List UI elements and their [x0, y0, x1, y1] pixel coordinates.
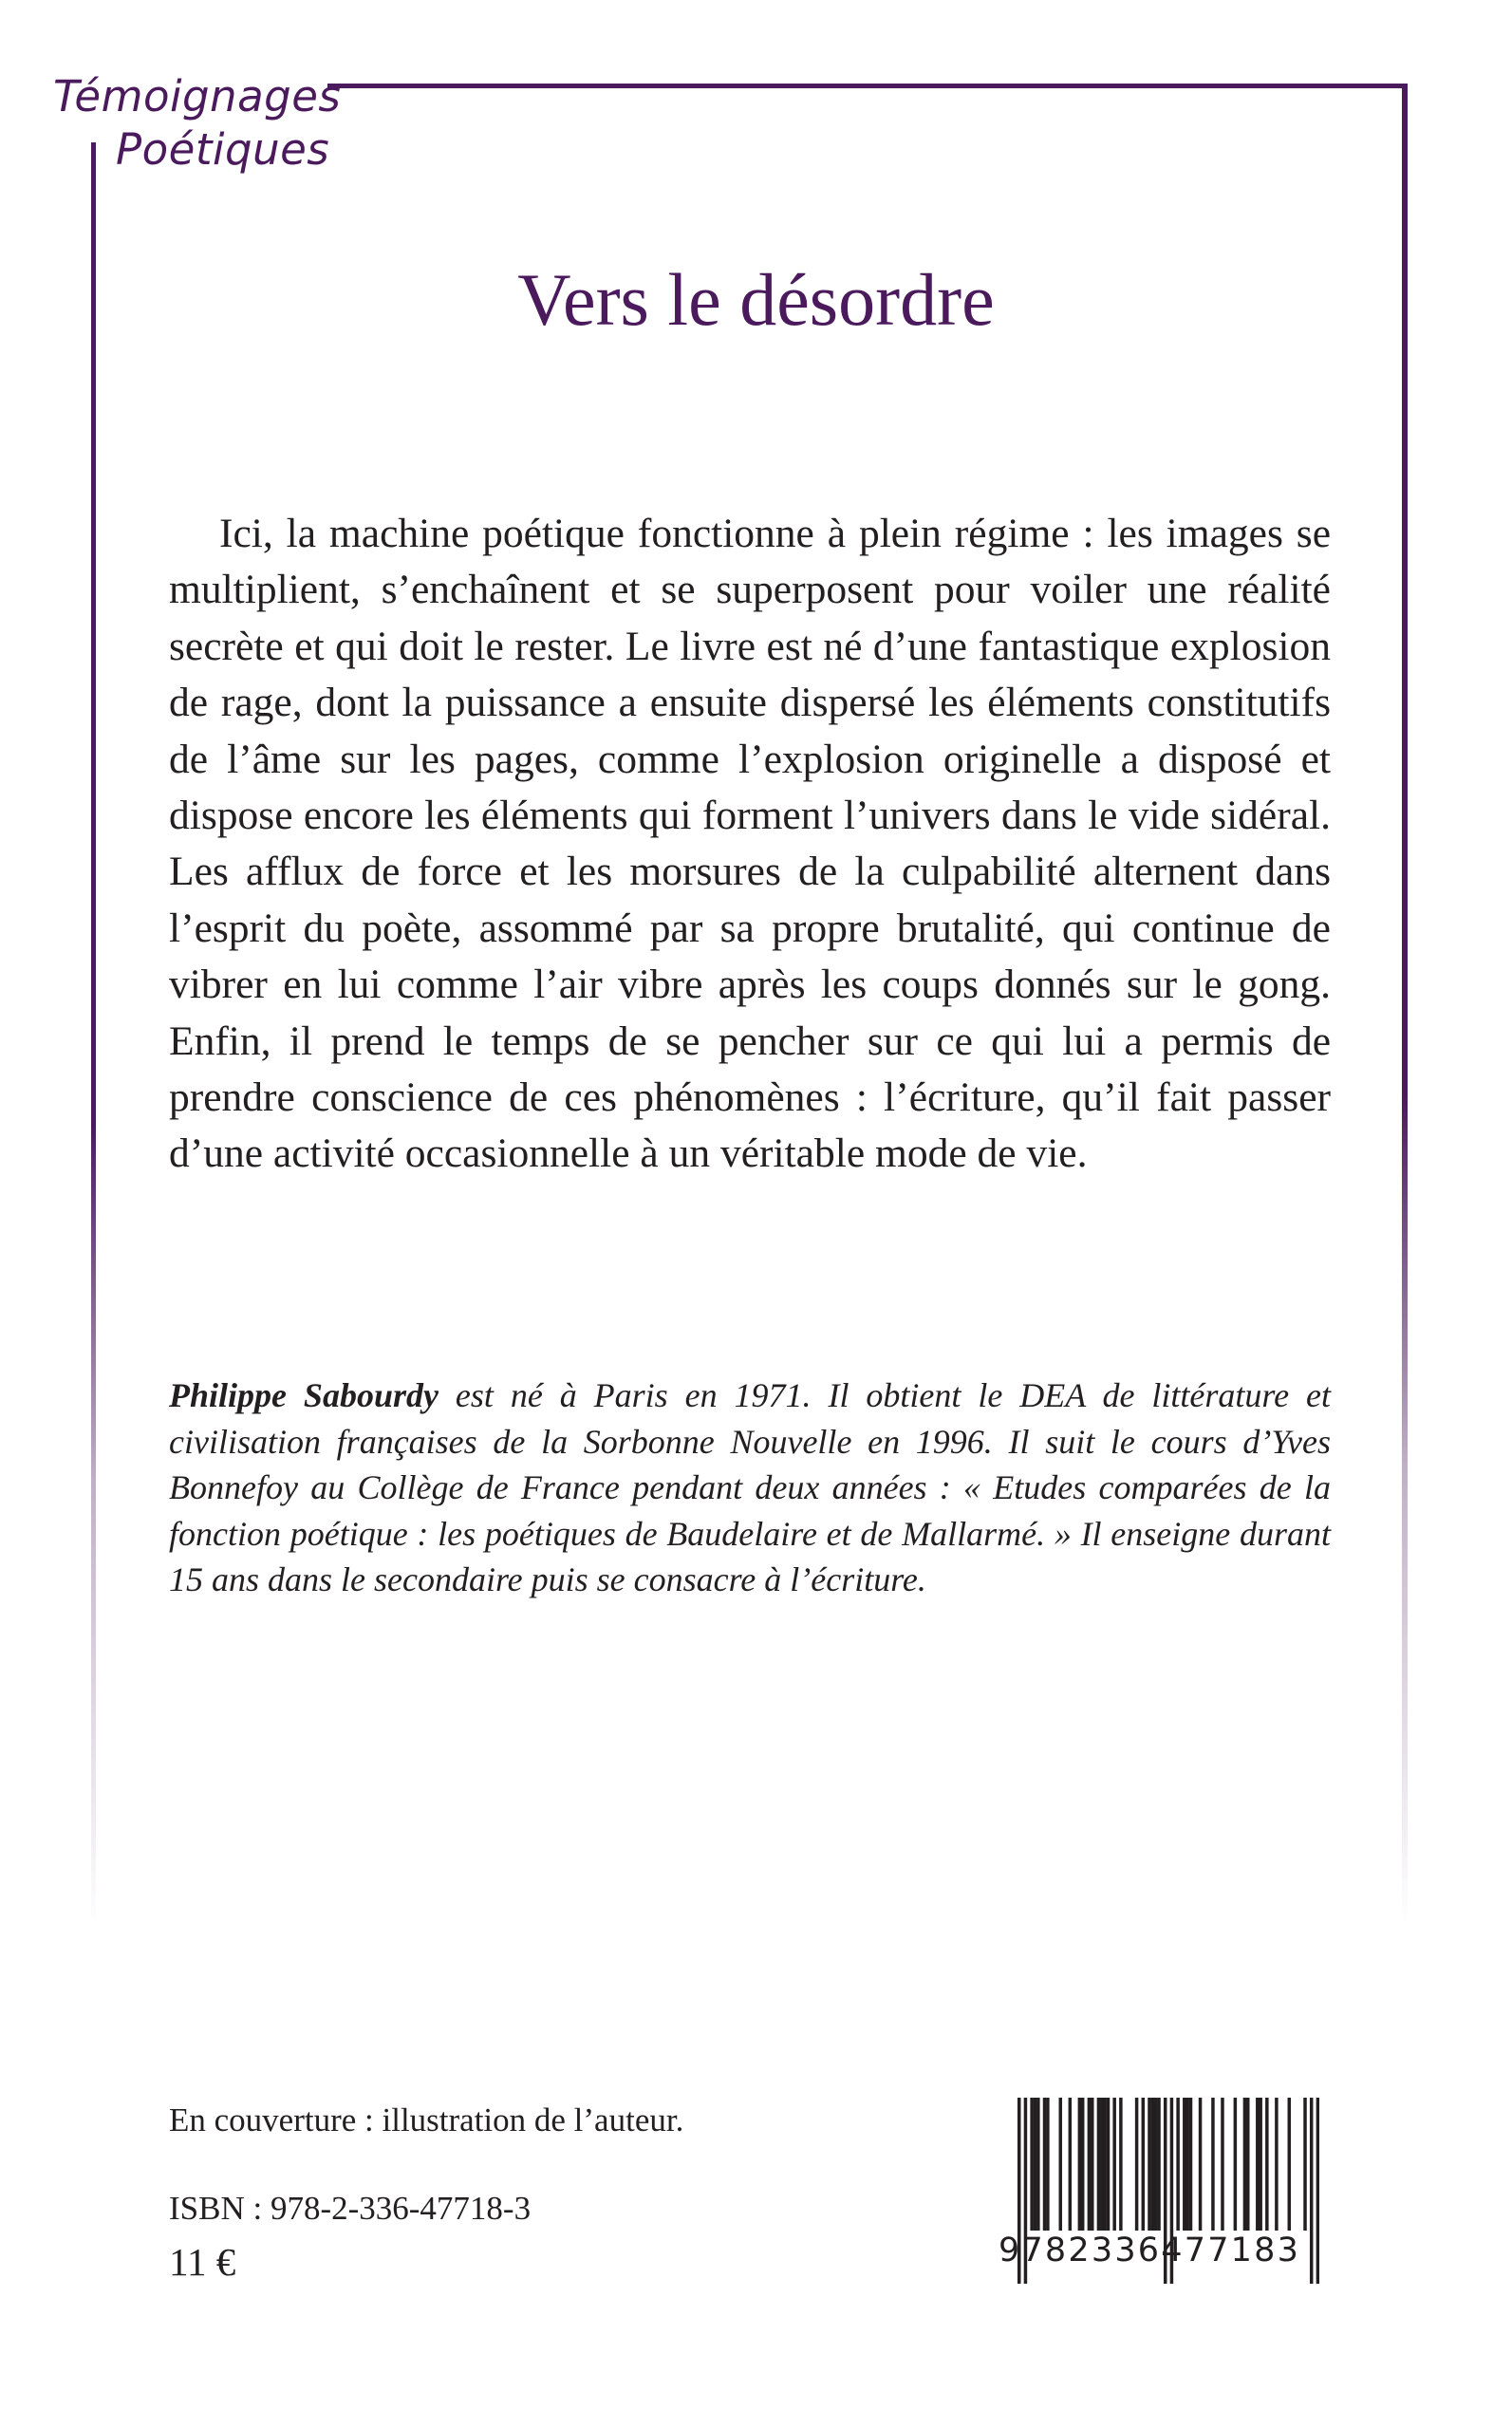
barcode-bar [1157, 2098, 1161, 2231]
barcode-bar [1135, 2098, 1139, 2231]
frame-left-line [91, 142, 96, 1927]
barcode-bar [1097, 2098, 1101, 2231]
author-bio-text: est né à Paris en 1971. Il obtient le DEA de littérature et civilisation françaises de la Sorbonne Nouvelle en 1996. Il suit le cours d’Yves Bonnefoy au Collège de France pendant deux années : « Etudes comparées de la fonction poétique : les poétiques de Baudelaire et de Mallarmé. » Il enseigne durant 15 ans dans le secondaire puis se consacre à l’écriture. [169, 1376, 1331, 1598]
barcode-bar [1119, 2098, 1123, 2231]
barcode-bar [1185, 2098, 1189, 2231]
author-name: Philippe Sabourdy [169, 1376, 439, 1414]
barcode-bar [1199, 2098, 1203, 2231]
barcode-bar [1303, 2098, 1307, 2231]
barcode-bar [1183, 2098, 1186, 2231]
barcode-bar [1275, 2098, 1279, 2231]
barcode-bar [1100, 2098, 1104, 2231]
barcode-bar [1036, 2098, 1040, 2231]
barcode-bar [1151, 2098, 1155, 2231]
barcode-bar [1069, 2098, 1073, 2231]
barcode-bar [1081, 2098, 1085, 2231]
cover-credit: En couverture : illustration de l’auteur. [169, 2101, 684, 2138]
frame-right-line [1402, 84, 1408, 1925]
barcode-bar [1043, 2098, 1047, 2231]
barcode-bar [1046, 2098, 1050, 2231]
barcode-bar [1078, 2098, 1082, 2231]
barcode-bar [1034, 2098, 1037, 2231]
barcode-digits: 9782336477183 [999, 2232, 1301, 2269]
barcode-bar [1176, 2098, 1180, 2231]
book-title: Vers le désordre [517, 258, 995, 341]
isbn: ISBN : 978-2-336-47718-3 [169, 2190, 532, 2227]
barcode-bar [1088, 2098, 1092, 2231]
series-line-2: Poétiques [116, 124, 330, 175]
barcode-bar [1259, 2098, 1262, 2231]
barcode-bar [1256, 2098, 1260, 2231]
barcode-bar [1112, 2098, 1116, 2231]
barcode-bar [1030, 2098, 1034, 2231]
barcode-bar [1148, 2098, 1151, 2231]
author-bio [169, 1373, 1331, 1603]
barcode-bar [1091, 2098, 1094, 2231]
series-logo [53, 70, 341, 177]
barcode-bar [1243, 2098, 1247, 2231]
barcode-bar [1288, 2098, 1292, 2231]
barcode-bar [1221, 2098, 1224, 2231]
barcode-bar [1189, 2098, 1193, 2231]
barcode-bar [1107, 2098, 1111, 2231]
barcode-bar [1154, 2098, 1158, 2231]
series-line-1: Témoignages [53, 71, 342, 121]
barcode-bar [1246, 2098, 1250, 2231]
frame-top-line [327, 84, 1408, 88]
barcode-bar [1059, 2098, 1063, 2231]
barcode-bar [1103, 2098, 1107, 2231]
barcode-bar [1142, 2098, 1146, 2231]
book-summary: Ici, la machine poétique fonctionne à plein régime : les images se multiplient, s’enchaînent et se superposent pour voiler une réalité secrète et qui doit le rester. Le livre est né d’une fantastique explosion de rage, dont la puissance a ensuite dispersé les éléments constitutifs de l’âme sur les pages, comme l’explosion originelle a disposé et dispose encore les éléments qui forment l’univers dans le vide sidéral. Les afflux de force et les morsures de la culpabilité alternent dans l’esprit du poète, assommé par sa propre brutalité, qui continue de vibrer en lui comme l’air vibre après les coups donnés sur le gong. Enfin, il prend le temps de se pencher sur ce qui lui a permis de prendre conscience de ces phénomènes : l’écriture, qu’il fait passer d’une activité occasionnelle à un véritable mode de vie. [169, 511, 1331, 1177]
barcode-bar [1211, 2098, 1215, 2231]
barcode-bar [1265, 2098, 1269, 2231]
barcode-bar [1234, 2098, 1238, 2231]
price: 11 € [169, 2240, 236, 2284]
